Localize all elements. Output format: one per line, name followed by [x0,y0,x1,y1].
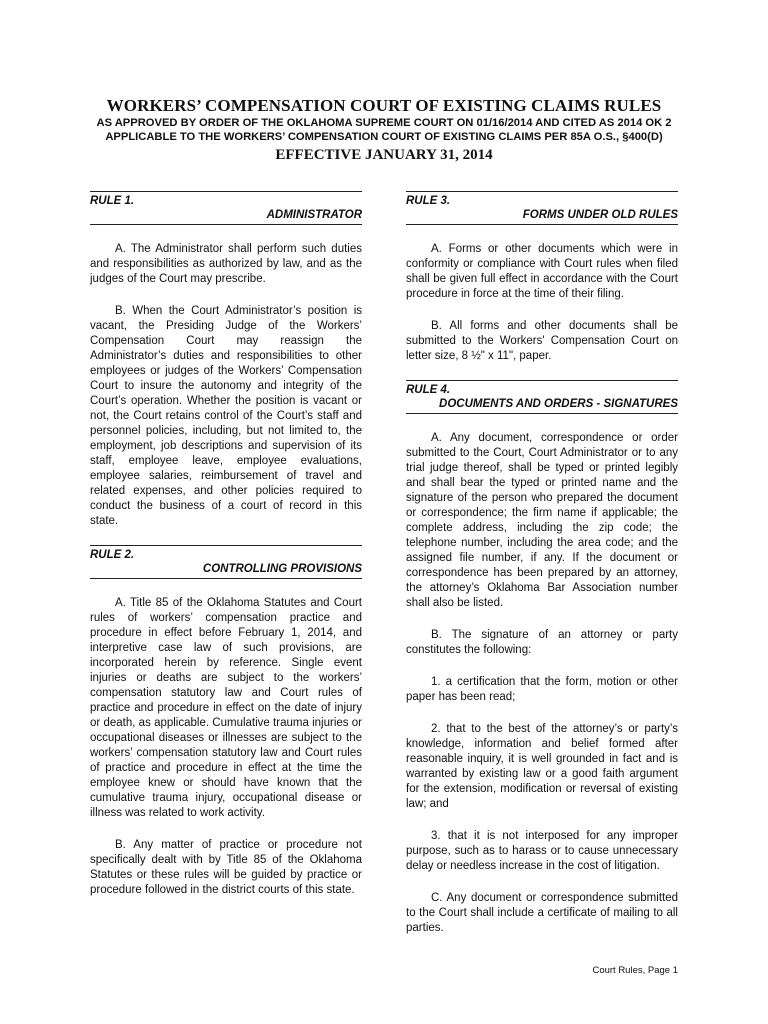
rule-title: ADMINISTRATOR [90,208,362,225]
rule-4 [406,380,678,936]
page-footer: Court Rules, Page 1 [592,965,678,976]
rule-number: RULE 1. [90,195,135,207]
rule-paragraph: A. Any document, correspondence or order submitted to the Court, Court Administrator or to any trial judge thereof, shall be typed or printed legibly and shall bear the typed or printed name and the signature of the person who prepared the document or correspondence; the firm name if applicable; the complete address, including the zip code; the telephone number, including the area code; and the assigned file number, if any. If the document or correspondence has been prepared by an attorney, the attorney’s Oklahoma Bar Association number shall also be listed. [406,432,678,609]
rule-paragraph: C. Any document or correspondence submitted to the Court shall include a certificate of mailing to all parties. [406,892,678,934]
rule-title: CONTROLLING PROVISIONS [90,562,362,579]
rule-3 [406,191,678,364]
rule-paragraph: B. When the Court Administrator’s position is vacant, the Presiding Judge of the Workers’ Compensation Court may reassign the Administrator’s duties and responsibilities to other employees or judges of the Workers’ Compensation Court to insure the autonomy and integrity of the Court’s operation. Whether the position is vacant or not, the Court retains control of the Court’s staff and personnel policies, including, but not limited to, the employment, job descriptions and supervision of its staff, employee leave, employee evaluations, employee salaries, reimbursement of travel and related expenses, and other policies required to conduct the business of a court of record in this state. [90,305,362,527]
rule-number: RULE 4. [406,384,451,396]
document-header [0,96,768,165]
rule-paragraph: B. All forms and other documents shall be submitted to the Workers' Compensation Court on letter size, 8 ½" x 11", paper. [406,320,678,362]
document-title: WORKERS’ COMPENSATION COURT OF EXISTING CLAIMS RULES [106,96,662,115]
rule-paragraph: B. The signature of an attorney or party constitutes the following: [406,629,678,656]
rule-paragraph: B. Any matter of practice or procedure not specifically dealt with by Title 85 of the Oklahoma Statutes or these rules will be guided by practice or procedure followed in the district courts of this state. [90,839,362,896]
rule-number: RULE 2. [90,549,135,561]
applicability-line: APPLICABLE TO THE WORKERS’ COMPENSATION COURT OF EXISTING CLAIMS PER 85A O.S., §400(D) [105,131,663,143]
rule-paragraph: A. The Administrator shall perform such duties and responsibilities as authorized by law, and as the judges of the Court may prescribe. [90,243,362,285]
rule-paragraph: A. Title 85 of the Oklahoma Statutes and Court rules of workers’ compensation practice and procedure in effect before February 1, 2014, and interpretive case law of such provisions, are incorporated herein by reference. Single event injuries or deaths are subject to the workers’ compensation statutory law and Court rules of practice and procedure in effect on the date of injury or death, as applicable. Cumulative trauma injuries or occupational diseases or illnesses are subject to the workers’ compensation statutory law and Court rules of practice and procedure in effect at the time the employee knew or should have known that the cumulative trauma injury, occupational disease or illness was related to work activity. [90,597,362,819]
rule-2 [90,545,362,898]
rule-paragraph: 1. a certification that the form, motion or other paper has been read; [406,676,678,703]
left-column [90,191,362,898]
rule-paragraph: 3. that it is not interposed for any improper purpose, such as to harass or to cause unnecessary delay or needless increase in the cost of litigation. [406,830,678,872]
rule-paragraph: A. Forms or other documents which were in conformity or compliance with Court rules when filed shall be given full effect in accordance with the Court procedure in force at the time of their filing. [406,243,678,300]
rule-paragraph: 2. that to the best of the attorney’s or party’s knowledge, information and belief formed after reasonable inquiry, it is well grounded in fact and is warranted by existing law or a good faith argument for the extension, modification or reversal of existing law; and [406,723,678,810]
rule-1 [90,191,362,529]
rule-title: FORMS UNDER OLD RULES [406,208,678,225]
right-column [406,191,678,936]
effective-date: EFFECTIVE JANUARY 31, 2014 [275,147,493,163]
approval-line: AS APPROVED BY ORDER OF THE OKLAHOMA SUPREME COURT ON 01/16/2014 AND CITED AS 2014 OK 2 [96,117,672,129]
rule-title: DOCUMENTS AND ORDERS - SIGNATURES [406,397,678,414]
rule-number: RULE 3. [406,195,451,207]
